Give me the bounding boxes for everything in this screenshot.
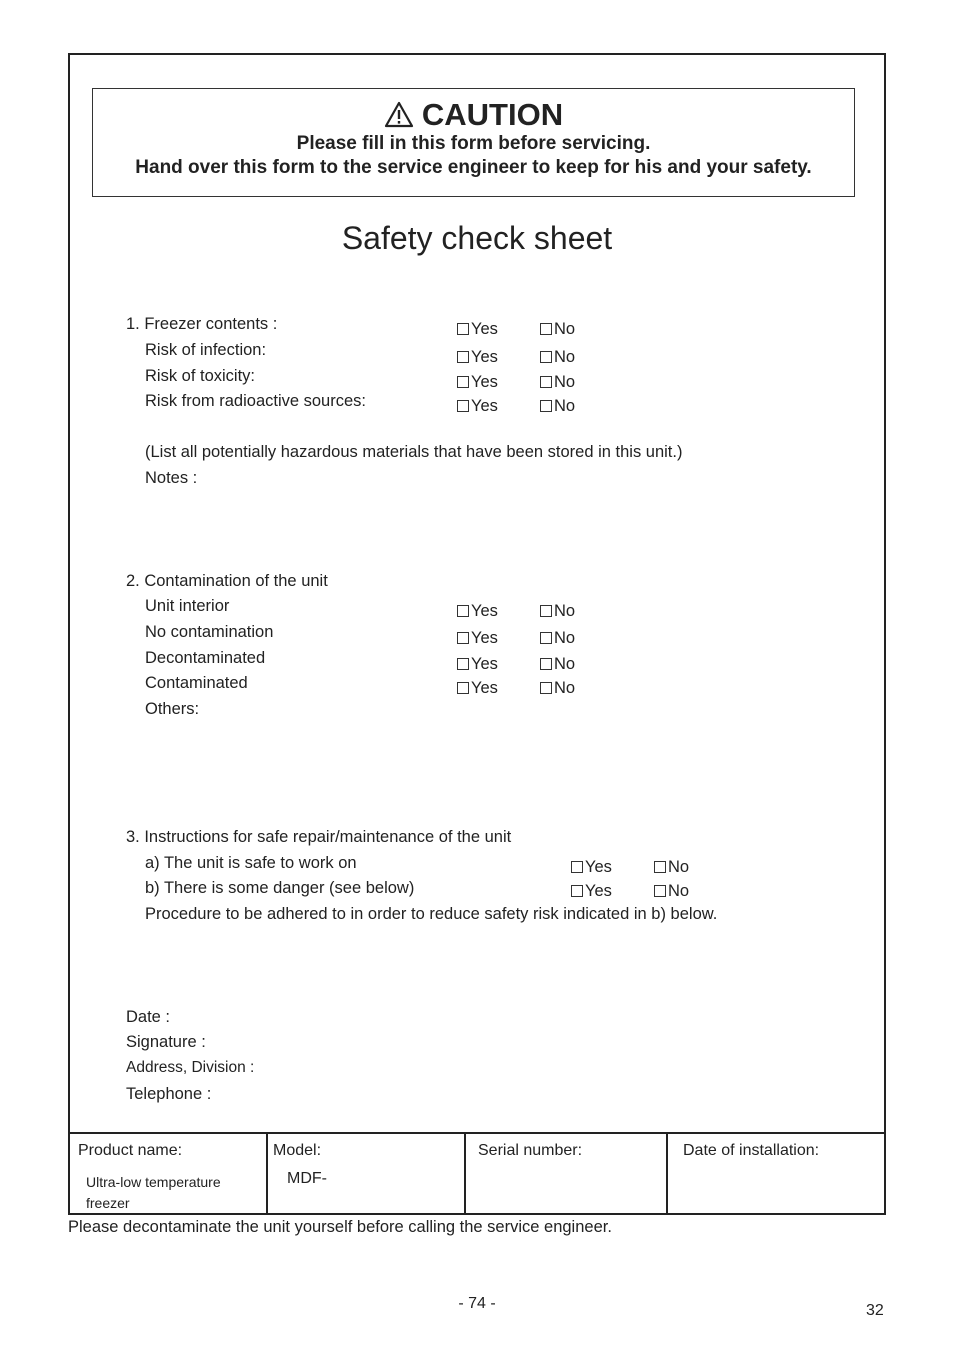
section2-item-no-contamination: No contamination bbox=[145, 623, 274, 641]
checkbox-icon bbox=[540, 351, 552, 363]
no-checkbox[interactable]: No bbox=[654, 857, 689, 877]
section1-item-infection: Risk of infection: bbox=[145, 341, 267, 359]
sheet-number: 32 bbox=[866, 1302, 884, 1319]
checkbox-icon bbox=[571, 885, 583, 897]
others-label: Others: bbox=[145, 700, 200, 718]
decontaminate-note: Please decontaminate the unit yourself before calling the service engineer. bbox=[68, 1218, 612, 1236]
page-title: Safety check sheet bbox=[341, 220, 613, 256]
checkbox-icon bbox=[540, 632, 552, 644]
yes-checkbox[interactable]: Yes bbox=[457, 396, 498, 416]
page-number: - 74 - bbox=[458, 1295, 496, 1312]
section2-item-decontaminated: Decontaminated bbox=[145, 649, 266, 667]
section1-item-radioactive: Risk from radioactive sources: bbox=[145, 392, 366, 410]
procedure-text: Procedure to be adhered to in order to reduce safety risk indicated in b) below. bbox=[145, 905, 718, 923]
yes-checkbox[interactable]: Yes bbox=[457, 654, 498, 674]
yes-checkbox[interactable]: Yes bbox=[457, 319, 498, 339]
model-label: Model: bbox=[273, 1142, 322, 1159]
section1-heading: 1. Freezer contents : bbox=[126, 315, 278, 333]
checkbox-icon bbox=[654, 861, 666, 873]
no-checkbox[interactable]: No bbox=[540, 319, 575, 339]
caution-heading bbox=[93, 95, 854, 135]
caution-title: CAUTION bbox=[421, 97, 564, 132]
product-name-value: Ultra-low temperature freezer bbox=[86, 1174, 221, 1211]
checkbox-icon bbox=[457, 351, 469, 363]
model-value: MDF- bbox=[287, 1170, 327, 1187]
yes-checkbox[interactable]: Yes bbox=[457, 601, 498, 621]
checkbox-icon bbox=[540, 682, 552, 694]
no-checkbox[interactable]: No bbox=[540, 396, 575, 416]
yes-checkbox[interactable]: Yes bbox=[457, 372, 498, 392]
checkbox-icon bbox=[540, 605, 552, 617]
yes-checkbox[interactable]: Yes bbox=[457, 628, 498, 648]
no-checkbox[interactable]: No bbox=[540, 372, 575, 392]
no-checkbox[interactable]: No bbox=[654, 881, 689, 901]
date-label: Date : bbox=[126, 1008, 171, 1026]
checkbox-icon bbox=[654, 885, 666, 897]
no-checkbox[interactable]: No bbox=[540, 654, 575, 674]
no-checkbox[interactable]: No bbox=[540, 601, 575, 621]
section3-item-safe: a) The unit is safe to work on bbox=[145, 854, 357, 872]
caution-box bbox=[92, 88, 855, 197]
yes-checkbox[interactable]: Yes bbox=[571, 881, 612, 901]
caution-line-2: Hand over this form to the service engineer to keep for his and your safety. bbox=[135, 157, 812, 178]
section2-item-interior: Unit interior bbox=[145, 597, 230, 615]
section2-heading: 2. Contamination of the unit bbox=[126, 572, 328, 590]
no-checkbox[interactable]: No bbox=[540, 347, 575, 367]
signature-label: Signature : bbox=[126, 1033, 206, 1051]
checkbox-icon bbox=[540, 658, 552, 670]
yes-checkbox[interactable]: Yes bbox=[571, 857, 612, 877]
section3-item-danger: b) There is some danger (see below) bbox=[145, 879, 415, 897]
address-label: Address, Division : bbox=[126, 1059, 255, 1076]
section2-item-contaminated: Contaminated bbox=[145, 674, 248, 692]
checkbox-icon bbox=[457, 323, 469, 335]
checkbox-icon bbox=[540, 400, 552, 412]
yes-checkbox[interactable]: Yes bbox=[457, 678, 498, 698]
checkbox-icon bbox=[457, 632, 469, 644]
model-cell bbox=[267, 1133, 465, 1214]
no-checkbox[interactable]: No bbox=[540, 628, 575, 648]
serial-number-label: Serial number: bbox=[478, 1142, 583, 1159]
section1-list-note: (List all potentially hazardous materials that have been stored in this unit.) bbox=[145, 443, 683, 461]
checkbox-icon bbox=[457, 682, 469, 694]
checkbox-icon bbox=[457, 658, 469, 670]
section3-heading: 3. Instructions for safe repair/maintenance of the unit bbox=[126, 828, 512, 846]
installation-date-cell bbox=[667, 1133, 885, 1214]
no-checkbox[interactable]: No bbox=[540, 678, 575, 698]
caution-line-1: Please fill in this form before servicing. bbox=[296, 133, 651, 154]
product-name-label: Product name: bbox=[78, 1142, 183, 1159]
checkbox-icon bbox=[457, 605, 469, 617]
installation-date-label: Date of installation: bbox=[683, 1142, 820, 1159]
yes-checkbox[interactable]: Yes bbox=[457, 347, 498, 367]
product-info-table bbox=[68, 1132, 886, 1215]
section1-item-toxicity: Risk of toxicity: bbox=[145, 367, 256, 385]
serial-number-cell bbox=[465, 1133, 667, 1214]
product-name-cell bbox=[69, 1133, 267, 1214]
checkbox-icon bbox=[571, 861, 583, 873]
checkbox-icon bbox=[540, 376, 552, 388]
checkbox-icon bbox=[540, 323, 552, 335]
checkbox-icon bbox=[457, 400, 469, 412]
telephone-label: Telephone : bbox=[126, 1085, 212, 1103]
checkbox-icon bbox=[457, 376, 469, 388]
warning-icon bbox=[384, 101, 414, 128]
notes-label: Notes : bbox=[145, 469, 198, 487]
